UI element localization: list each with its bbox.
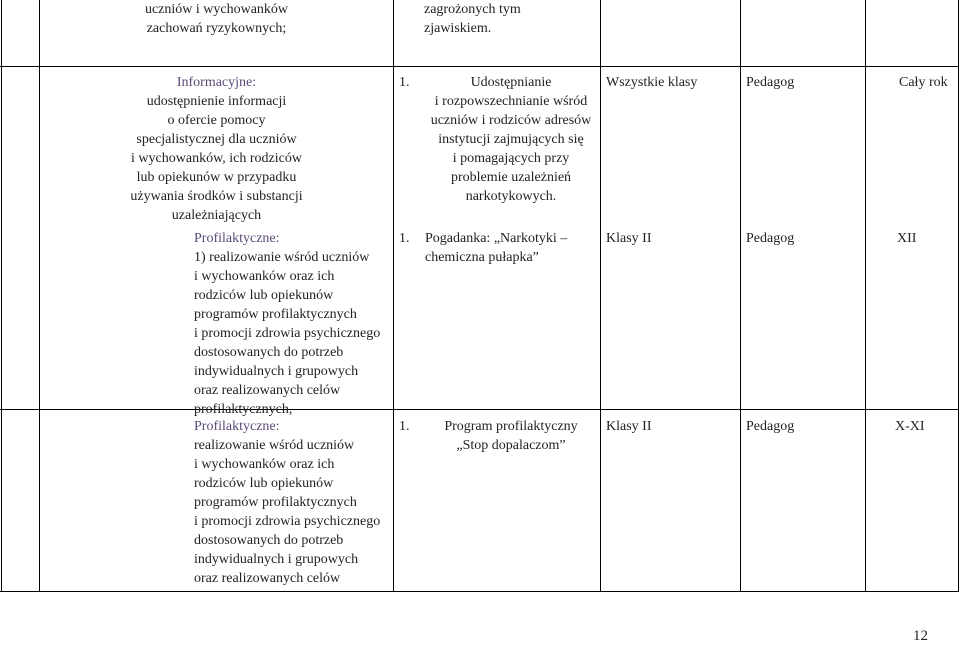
text-line: i pomagających przy: [452, 151, 570, 166]
text-line: i promocji zdrowia psychicznego: [194, 326, 381, 341]
table-column-divider: [600, 0, 601, 592]
profilaktyczne-heading: Profilaktyczne:: [194, 419, 280, 434]
text-line: narkotykowych.: [465, 189, 557, 204]
table-border-right: [958, 0, 959, 592]
row2-item2-action: [399, 229, 597, 267]
profilaktyczne-heading: Profilaktyczne:: [194, 231, 280, 246]
text-line: zagrożonych tym: [424, 2, 521, 17]
row3-responsible: [746, 417, 794, 436]
table-row-divider: [0, 66, 959, 67]
text-line: oraz realizowanych celów: [194, 383, 341, 398]
item-number: 1.: [399, 75, 410, 90]
row2-target-cell: [40, 73, 393, 225]
text-line: lub opiekunów w przypadku: [136, 170, 297, 185]
text-line: zjawiskiem.: [424, 21, 492, 36]
item-number: 1.: [399, 419, 410, 434]
table-border-left: [1, 0, 2, 592]
text-line: uczniów i wychowanków: [144, 2, 289, 17]
text-line: udostępnienie informacji: [146, 94, 287, 109]
text-line: zachowań ryzykownych;: [146, 21, 287, 36]
row1-action-cell: [424, 0, 594, 38]
table-column-divider: [740, 0, 741, 592]
text-line: rodziców lub opiekunów: [194, 476, 334, 491]
text-line: i promocji zdrowia psychicznego: [194, 514, 381, 529]
row1-target-cell: [40, 0, 393, 38]
text-line: realizowanie wśród uczniów: [194, 438, 355, 453]
text-line: i wychowanków oraz ich: [194, 457, 335, 472]
text-line: specjalistycznej dla uczniów: [136, 132, 297, 147]
table-border-bottom: [0, 591, 959, 592]
row2-profilaktyczne-cell: [194, 229, 393, 419]
text-line: chemiczna pułapka”: [425, 250, 539, 265]
term-text: X-XI: [895, 419, 925, 434]
text-line: 1) realizowanie wśród uczniów: [194, 250, 370, 265]
text-line: Udostępnianie: [470, 75, 552, 90]
item-number: 1.: [399, 231, 410, 246]
text-line: „Stop dopalaczom”: [456, 438, 566, 453]
text-line: uczniów i rodziców adresów: [430, 113, 592, 128]
text-line: rodziców lub opiekunów: [194, 288, 334, 303]
row2-item1-action: [399, 73, 597, 206]
table-column-divider: [393, 0, 394, 592]
text-line: oraz realizowanych celów: [194, 571, 341, 586]
row3-term: [895, 417, 925, 436]
text-line: programów profilaktycznych: [194, 495, 357, 510]
row2-item2-term: [897, 229, 916, 248]
table-column-divider: [865, 0, 866, 592]
text-line: Pogadanka: „Narkotyki –: [425, 231, 568, 246]
row2-item1-term: [899, 73, 948, 92]
row2-item2-recipients: [606, 229, 652, 248]
row3-recipients: [606, 417, 652, 436]
informacyjne-heading: Informacyjne:: [176, 75, 257, 90]
text-line: dostosowanych do potrzeb: [194, 345, 344, 360]
text-line: o ofercie pomocy: [167, 113, 266, 128]
page-number: 12: [913, 628, 928, 644]
row3-target-cell: [194, 417, 393, 588]
text-line: uzależniających: [171, 208, 262, 223]
text-line: instytucji zajmujących się: [438, 132, 584, 147]
text-line: problemie uzależnień: [450, 170, 572, 185]
text-line: profilaktycznych,: [194, 402, 293, 417]
row2-item1-responsible: [746, 73, 794, 92]
text-line: indywidualnych i grupowych: [194, 552, 359, 567]
recipients-text: Wszystkie klasy: [606, 75, 698, 90]
text-line: indywidualnych i grupowych: [194, 364, 359, 379]
row3-action: [399, 417, 597, 455]
text-line: programów profilaktycznych: [194, 307, 357, 322]
responsible-text: Pedagog: [746, 419, 795, 434]
recipients-text: Klasy II: [606, 231, 652, 246]
row2-item2-responsible: [746, 229, 794, 248]
text-line: i wychowanków oraz ich: [194, 269, 335, 284]
text-line: używania środków i substancji: [130, 189, 303, 204]
text-line: i wychowanków, ich rodziców: [131, 151, 302, 166]
term-text: Cały rok: [899, 75, 948, 90]
term-text: XII: [897, 231, 917, 246]
text-line: i rozpowszechnianie wśród: [434, 94, 588, 109]
text-line: dostosowanych do potrzeb: [194, 533, 344, 548]
recipients-text: Klasy II: [606, 419, 652, 434]
responsible-text: Pedagog: [746, 75, 795, 90]
text-line: Program profilaktyczny: [444, 419, 578, 434]
responsible-text: Pedagog: [746, 231, 795, 246]
row2-item1-recipients: [606, 73, 697, 92]
table-row-divider: [0, 409, 959, 410]
